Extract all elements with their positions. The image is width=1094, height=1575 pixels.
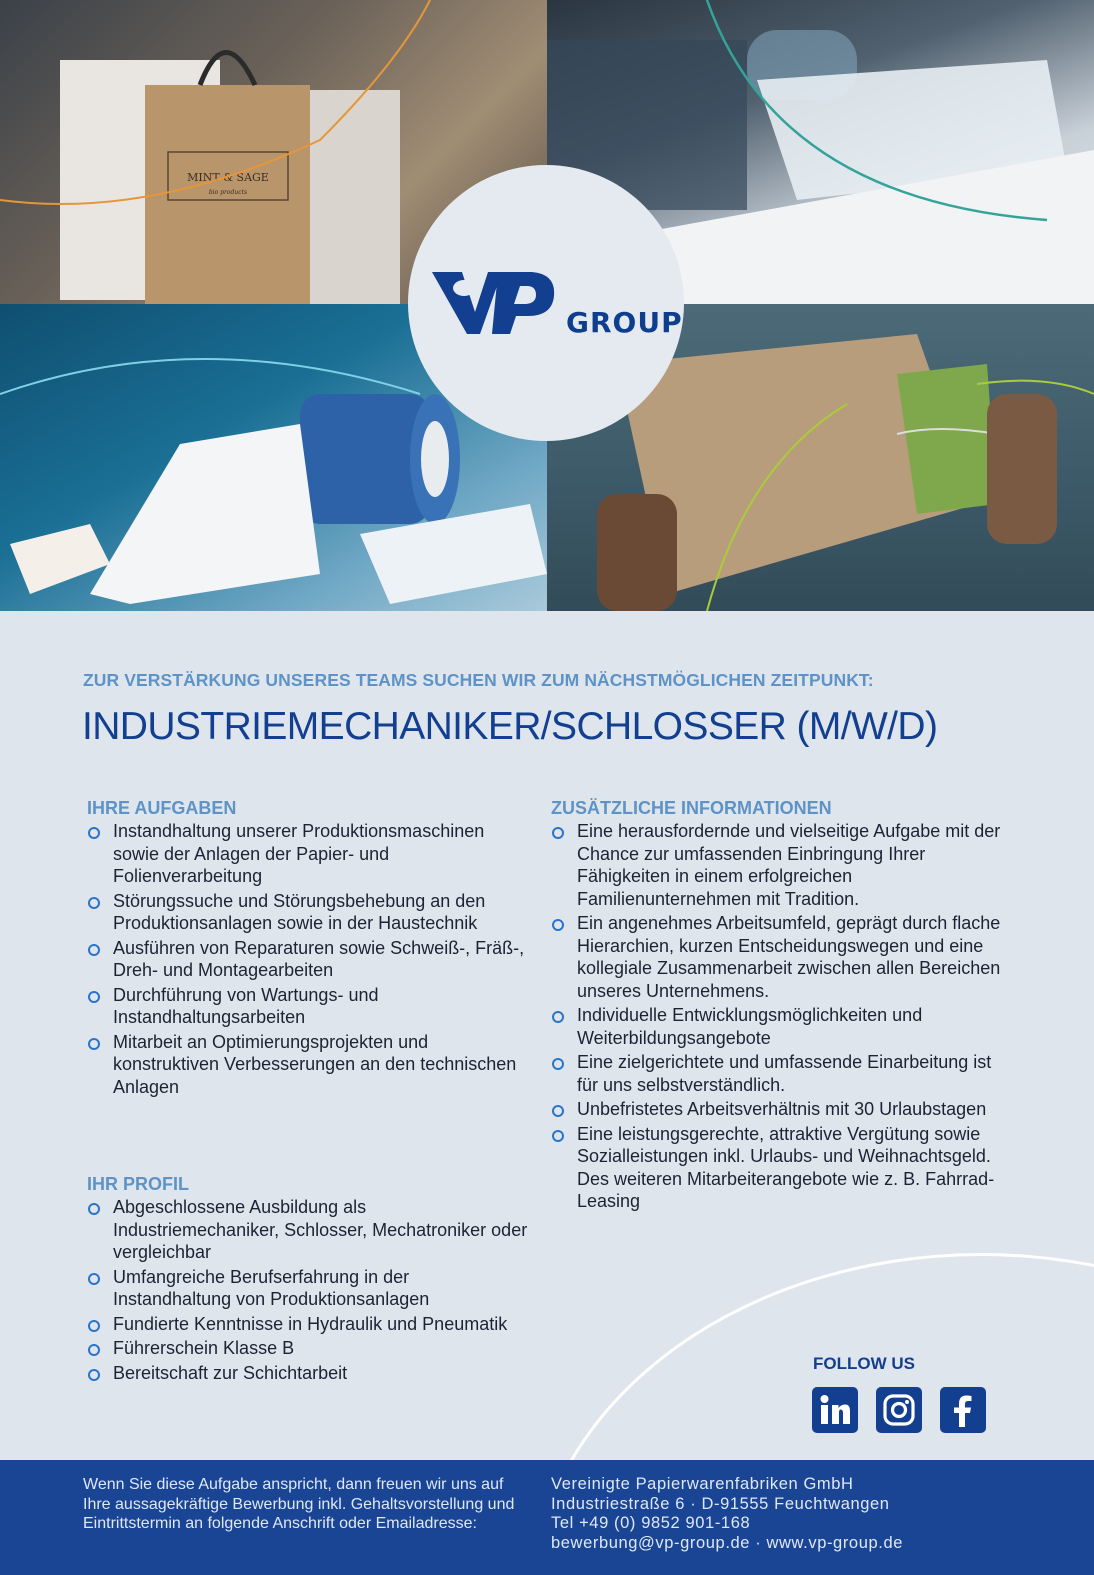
list-item-text: Instandhaltung unserer Produktionsmaschinen sowie der Anlagen der Papier- und Folienverarbeitung — [113, 821, 485, 886]
kicker-text: ZUR VERSTÄRKUNG UNSERES TEAMS SUCHEN WIR ZUM NÄCHSTMÖGLICHEN ZEITPUNKT: — [83, 670, 874, 690]
bullet-circle-icon — [552, 919, 564, 931]
list-item — [86, 890, 526, 935]
list-item — [86, 984, 526, 1029]
list-item-text: Eine herausfordernde und vielseitige Aufgabe mit der Chance zur umfassenden Einbringung Ihrer Fähigkeiten in einem erfolgreichen Familienunternehmen mit Tradition. — [577, 821, 1001, 909]
aufgaben-list — [86, 820, 526, 1100]
bullet-circle-icon — [552, 1011, 564, 1023]
informationen-list — [550, 820, 1010, 1215]
photo-collage — [0, 0, 1094, 611]
footer-phone: Tel +49 (0) 9852 901-168 — [551, 1514, 751, 1532]
bullet-circle-icon — [88, 1038, 100, 1050]
list-item — [86, 1266, 531, 1311]
list-item-text: Störungssuche und Störungsbehebung an den Produktionsanlagen sowie in der Haustechnik — [113, 890, 486, 933]
list-item — [86, 1031, 526, 1099]
list-item — [86, 820, 526, 888]
list-item-text: Ein angenehmes Arbeitsumfeld, geprägt durch flache Hierarchien, kurzen Entscheidungswegen und eine kollegiale Zusammenarbeit zwischen allen Bereichen unseres Unternehmens. — [577, 913, 1001, 1001]
list-item — [86, 1362, 531, 1385]
linkedin-icon[interactable] — [812, 1387, 858, 1433]
list-item — [550, 820, 1010, 910]
profil-list — [86, 1196, 531, 1386]
list-item-text: Bereitschaft zur Schichtarbeit — [113, 1362, 348, 1383]
list-item-text: Führerschein Klasse B — [113, 1338, 295, 1358]
list-item — [86, 1313, 531, 1336]
list-item — [550, 1123, 1010, 1213]
bullet-circle-icon — [552, 1105, 564, 1117]
bullet-circle-icon — [88, 1369, 100, 1381]
footer-address: Industriestraße 6 · D-91555 Feuchtwangen — [551, 1494, 890, 1513]
list-item — [550, 1098, 1010, 1121]
list-item — [550, 1004, 1010, 1049]
list-item-text: Mitarbeit an Optimierungsprojekten und konstruktiven Verbesserungen an den technischen Anlagen — [113, 1031, 517, 1097]
list-item — [550, 912, 1010, 1002]
bullet-circle-icon — [552, 827, 564, 839]
instagram-icon[interactable] — [876, 1387, 922, 1433]
bullet-circle-icon — [88, 1203, 100, 1215]
list-item-text: Eine leistungsgerechte, attraktive Vergütung sowie Sozialleistungen inkl. Urlaubs- und Weihnachtsgeld. Des weiteren Mitarbeiterangebote wie z. B. Fahrrad-Leasing — [577, 1123, 995, 1211]
job-title: INDUSTRIEMECHANIKER/SCHLOSSER (M/W/D) — [82, 705, 938, 748]
list-item — [86, 937, 526, 982]
facebook-icon[interactable] — [940, 1387, 986, 1433]
profil-heading: IHR PROFIL — [87, 1174, 189, 1194]
list-item-text: Ausführen von Reparaturen sowie Schweiß-, Fräß-, Dreh- und Montagearbeiten — [113, 937, 525, 980]
footer-company: Vereinigte Papierwarenfabriken GmbH — [551, 1475, 854, 1493]
footer-contact-block — [551, 1475, 903, 1553]
follow-us-label: FOLLOW US — [813, 1354, 915, 1373]
bullet-circle-icon — [88, 991, 100, 1003]
bullet-circle-icon — [88, 1320, 100, 1332]
informationen-heading: ZUSÄTZLICHE INFORMATIONEN — [551, 798, 832, 818]
footer-application-text: Wenn Sie diese Aufgabe anspricht, dann freuen wir uns auf Ihre aussagekräftige Bewerbung inkl. Gehaltsvorstellung und Eintrittstermin an folgende Anschrift oder Emailadresse: — [83, 1476, 515, 1532]
list-item — [86, 1337, 531, 1360]
list-item — [550, 1051, 1010, 1096]
logo-group-label: GROUP — [566, 306, 683, 339]
bullet-circle-icon — [88, 1273, 100, 1285]
bullet-circle-icon — [88, 897, 100, 909]
bullet-circle-icon — [88, 827, 100, 839]
bullet-circle-icon — [88, 1344, 100, 1356]
list-item-text: Fundierte Kenntnisse in Hydraulik und Pneumatik — [113, 1313, 508, 1334]
list-item-text: Abgeschlossene Ausbildung als Industriemechaniker, Schlosser, Mechatroniker oder vergleichbar — [113, 1197, 528, 1262]
list-item-text: Unbefristetes Arbeitsverhältnis mit 30 Urlaubstagen — [577, 1099, 987, 1119]
list-item-text: Individuelle Entwicklungsmöglichkeiten und Weiterbildungsangebote — [577, 1005, 923, 1048]
footer-email-web: bewerbung@vp-group.de · www.vp-group.de — [551, 1533, 903, 1552]
bullet-circle-icon — [552, 1058, 564, 1070]
list-item-text: Eine zielgerichtete und umfassende Einarbeitung ist für uns selbstverständlich. — [577, 1052, 992, 1095]
bag-brand-text: MINT & SAGE — [187, 171, 269, 184]
bullet-circle-icon — [88, 944, 100, 956]
list-item — [86, 1196, 531, 1264]
vp-logo-icon — [432, 268, 557, 340]
bag-sub-text: bio products — [208, 189, 248, 196]
list-item-text: Umfangreiche Berufserfahrung in der Instandhaltung von Produktionsanlagen — [113, 1266, 430, 1309]
list-item-text: Durchführung von Wartungs- und Instandhaltungsarbeiten — [113, 984, 379, 1027]
bullet-circle-icon — [552, 1130, 564, 1142]
aufgaben-heading: IHRE AUFGABEN — [87, 798, 237, 818]
